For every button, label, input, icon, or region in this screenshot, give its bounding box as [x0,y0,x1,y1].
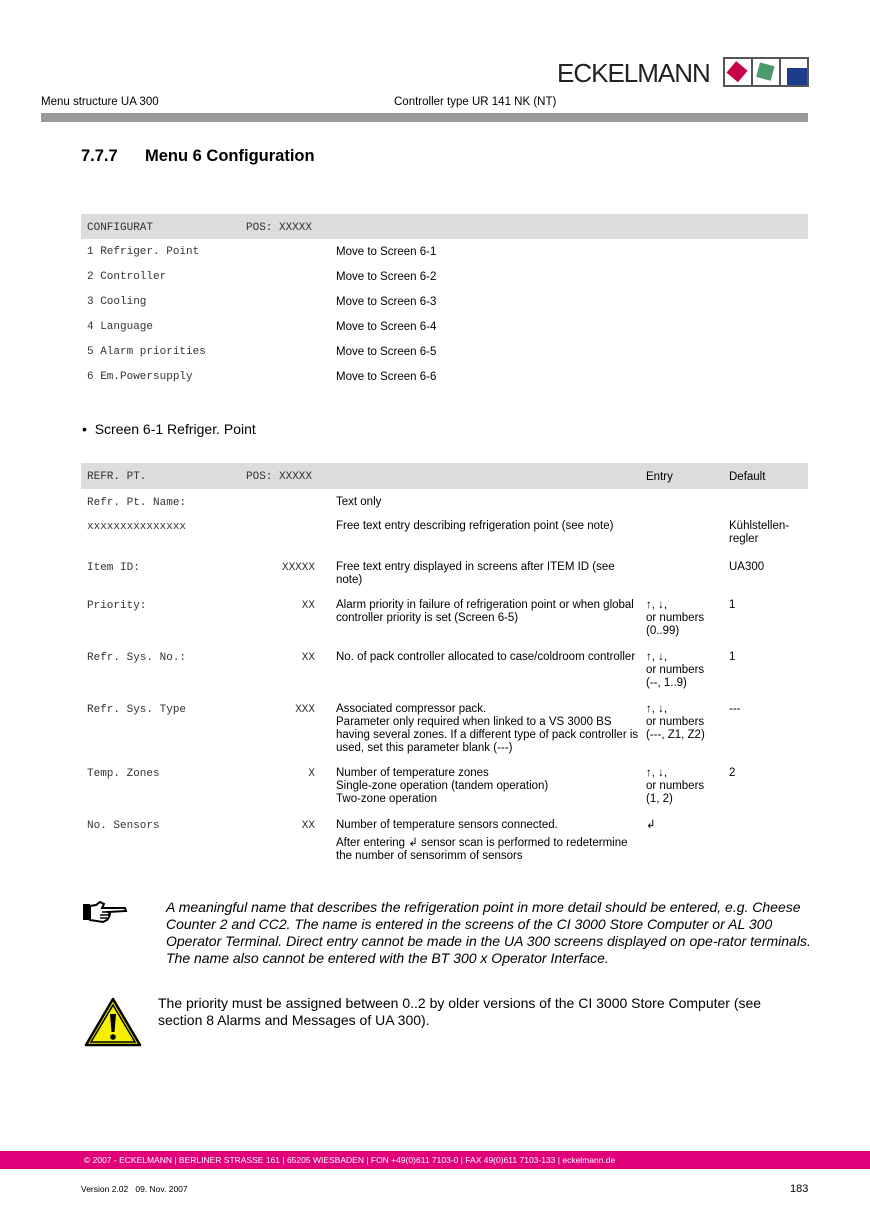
section-number: 7.7.7 [81,147,118,165]
menu-item-action: Move to Screen 6-1 [336,246,437,258]
param-default: Kühlstellen- regler [729,520,790,545]
warning-text: The priority must be assigned between 0..2 by older versions of the CI 3000 Store Computer (see section 8 Alarms and Messages of UA 300). [158,995,762,1028]
section-title: Menu 6 Configuration [145,147,315,165]
menu-item-label[interactable]: 2 Controller [87,271,167,283]
menu-item-label[interactable]: 4 Language [87,321,154,333]
param-name: Refr. Pt. Name: [87,497,187,509]
bullet-text: Screen 6-1 Refriger. Point [94,421,256,437]
menu-item-label[interactable]: 1 Refriger. Point [87,246,200,258]
menu-item-action: Move to Screen 6-5 [336,346,437,358]
table1-header-c1: CONFIGURAT [87,222,154,234]
param-description: Free text entry describing refrigeration point (see note) [336,520,614,532]
param-description: Text only [336,496,382,508]
param-entry: ↲ [646,819,656,831]
param-name: Refr. Sys. Type [87,704,187,716]
param-entry: ↑, ↓, or numbers (---, Z1, Z2) [646,703,705,741]
logo-text: ECKELMANN [557,58,710,88]
menu-item-label[interactable]: 6 Em.Powersupply [87,371,193,383]
header-rule [41,113,808,122]
note-text: A meaningful name that describes the refrigeration point in more detail should be entered, e.g. Cheese Counter 2 and CC2. The name is entered in the screens of the CI 3000 Store Computer or AL 300 Operator Terminal. Direct entry cannot be made in the UA 300 screens displayed on ope-rator terminals. The name also cannot be entered with the BT 300 x Operator Interface. [166,899,811,966]
table1-header-c2: POS: XXXXX [246,222,313,234]
param-description: Number of temperature sensors connected. [336,819,558,831]
param-value: XXXXX [281,562,315,574]
param-name: Temp. Zones [87,768,160,780]
param-value: X [308,768,315,780]
param-description: Free text entry displayed in screens after ITEM ID (see note) [336,561,615,586]
menu-item-action: Move to Screen 6-4 [336,321,437,333]
header-left: Menu structure UA 300 [41,96,159,108]
param-name: Item ID: [87,562,140,574]
param-description: Number of temperature zones Single-zone operation (tandem operation) Two-zone operation [336,767,549,805]
warning-icon [84,997,142,1047]
param-value: XX [301,820,315,832]
page-number: 183 [790,1183,809,1195]
eckelmann-logo-icon [723,57,809,87]
menu-item-action: Move to Screen 6-2 [336,271,437,283]
param-default: 1 [729,599,736,611]
param-description: Associated compressor pack. Parameter only required when linked to a VS 3000 BS having several zones. If a different type of pack controller is used, set this parameter blank (---) [336,703,639,754]
menu-item-action: Move to Screen 6-3 [336,296,437,308]
param-name: No. Sensors [87,820,160,832]
param-value: XX [301,600,315,612]
param-name: xxxxxxxxxxxxxxx [87,521,187,533]
param-name: Refr. Sys. No.: [87,652,187,664]
table2-header-entry: Entry [646,471,673,483]
table2-header-c2: POS: XXXXX [246,471,313,483]
param-value: XX [301,652,315,664]
param-default: UA300 [729,561,765,573]
param-default: 2 [729,767,736,779]
param-entry: ↑, ↓, or numbers (0..99) [646,599,705,637]
menu-item-label[interactable]: 3 Cooling [87,296,147,308]
menu-item-action: Move to Screen 6-6 [336,371,437,383]
footer-address: © 2007 - ECKELMANN | BERLINER STRASSE 161 | 65205 WIESBADEN | FON +49(0)611 7103-0 | FAX 49(0)611 7103-133 | eckelmann.de [84,1155,616,1165]
param-description-extra: After entering ↲ sensor scan is performed to redetermine the number of sensorimm of sensors [336,837,628,862]
table2-header-default: Default [729,471,766,483]
footer-bar [0,1151,870,1169]
param-description: No. of pack controller allocated to case/coldroom controller [336,651,636,663]
param-value: XXX [295,704,315,716]
table1-header [81,214,808,239]
param-entry: ↑, ↓, or numbers (1, 2) [646,767,705,805]
table2-header-c1: REFR. PT. [87,471,147,483]
menu-item-label[interactable]: 5 Alarm priorities [87,346,206,358]
param-name: Priority: [87,600,147,612]
bullet-item: • Screen 6-1 Refriger. Point [82,421,256,437]
header-center: Controller type UR 141 NK (NT) [394,96,557,108]
param-entry: ↑, ↓, or numbers (--, 1..9) [646,651,705,689]
pointing-hand-icon [82,901,128,925]
footer-version: Version 2.02 09. Nov. 2007 [81,1184,188,1194]
param-description: Alarm priority in failure of refrigeration point or when global controller priority is set (Screen 6-5) [336,599,634,624]
param-default: --- [729,703,741,715]
param-default: 1 [729,651,736,663]
